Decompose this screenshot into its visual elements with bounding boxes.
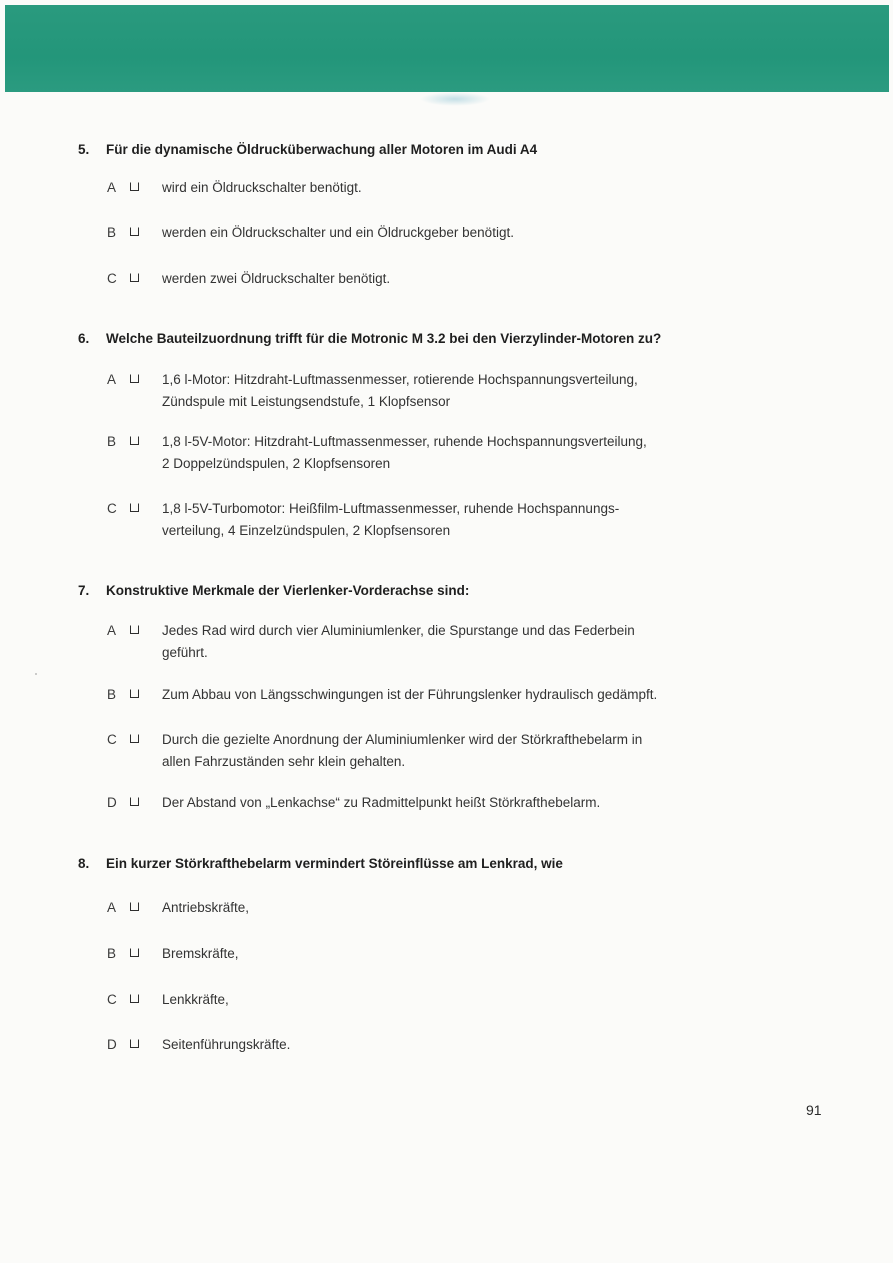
- option-text: Antriebskräfte,: [162, 900, 250, 915]
- page-speck: [35, 673, 37, 675]
- page-number: 91: [806, 1102, 822, 1118]
- option-text-line-1: Durch die gezielte Anordnung der Aluminiumlenker wird der Störkrafthebelarm in: [162, 732, 643, 747]
- option-text-line-2: allen Fahrzuständen sehr klein gehalten.: [162, 754, 406, 769]
- option-text-line-2: Zündspule mit Leistungsendstufe, 1 Klopfsensor: [162, 394, 451, 409]
- checkbox-icon[interactable]: [130, 948, 139, 957]
- banner-shadow: [420, 92, 490, 106]
- option-text: Bremskräfte,: [162, 946, 239, 961]
- option-text-line-1: 1,8 l-5V-Turbomotor: Heißfilm-Luftmassenmesser, ruhende Hochspannungs-: [162, 501, 620, 516]
- checkbox-icon[interactable]: [130, 994, 139, 1003]
- option-text: werden ein Öldruckschalter und ein Öldruckgeber benötigt.: [162, 225, 514, 240]
- option-text: werden zwei Öldruckschalter benötigt.: [162, 271, 391, 286]
- option-letter: B: [107, 687, 117, 702]
- option-text: [162, 620, 802, 664]
- option-text: [162, 369, 802, 413]
- checkbox-icon[interactable]: [130, 1039, 139, 1048]
- option-text: wird ein Öldruckschalter benötigt.: [162, 180, 362, 195]
- checkbox-icon[interactable]: [130, 689, 139, 698]
- option-text-line-1: 1,8 l-5V-Motor: Hitzdraht-Luftmassenmesser, ruhende Hochspannungsverteilung,: [162, 434, 647, 449]
- option-text-line-1: 1,6 l-Motor: Hitzdraht-Luftmassenmesser, rotierende Hochspannungsverteilung,: [162, 372, 638, 387]
- question-text: Ein kurzer Störkrafthebelarm vermindert Störeinflüsse am Lenkrad, wie: [106, 856, 563, 871]
- checkbox-icon[interactable]: [130, 182, 139, 191]
- option-letter: B: [107, 434, 117, 449]
- checkbox-icon[interactable]: [130, 797, 139, 806]
- option-text-line-1: Jedes Rad wird durch vier Aluminiumlenker, die Spurstange und das Federbein: [162, 623, 635, 638]
- question-number: 8.: [78, 856, 90, 871]
- checkbox-icon[interactable]: [130, 436, 139, 445]
- option-letter: A: [107, 180, 117, 195]
- question-number: 7.: [78, 583, 90, 598]
- option-letter: B: [107, 225, 117, 240]
- checkbox-icon[interactable]: [130, 734, 139, 743]
- question-text: Welche Bauteilzuordnung trifft für die Motronic M 3.2 bei den Vierzylinder-Motoren zu?: [106, 331, 662, 346]
- option-text-line-2: 2 Doppelzündspulen, 2 Klopfsensoren: [162, 456, 391, 471]
- question-number: 5.: [78, 142, 90, 157]
- question-text: Für die dynamische Öldrucküberwachung aller Motoren im Audi A4: [106, 142, 538, 157]
- option-text: [162, 498, 802, 542]
- question-heading: [78, 856, 563, 871]
- checkbox-icon[interactable]: [130, 374, 139, 383]
- option-letter: A: [107, 900, 117, 915]
- question-heading: [78, 583, 469, 598]
- option-text-line-2: geführt.: [162, 645, 208, 660]
- option-letter: C: [107, 501, 117, 516]
- option-text: Seitenführungskräfte.: [162, 1037, 291, 1052]
- option-letter: D: [107, 795, 117, 810]
- option-letter: A: [107, 623, 117, 638]
- checkbox-icon[interactable]: [130, 227, 139, 236]
- option-text: [162, 729, 802, 773]
- checkbox-icon[interactable]: [130, 503, 139, 512]
- question-number: 6.: [78, 331, 90, 346]
- checkbox-icon[interactable]: [130, 902, 139, 911]
- option-text-line-2: verteilung, 4 Einzelzündspulen, 2 Klopfsensoren: [162, 523, 451, 538]
- option-text: [162, 431, 802, 475]
- option-letter: C: [107, 992, 117, 1007]
- question-heading: [78, 331, 661, 346]
- option-letter: D: [107, 1037, 117, 1052]
- option-text: Der Abstand von „Lenkachse“ zu Radmittelpunkt heißt Störkrafthebelarm.: [162, 795, 601, 810]
- option-letter: C: [107, 732, 117, 747]
- checkbox-icon[interactable]: [130, 625, 139, 634]
- checkbox-icon[interactable]: [130, 273, 139, 282]
- option-text: Zum Abbau von Längsschwingungen ist der Führungslenker hydraulisch gedämpft.: [162, 687, 658, 702]
- question-heading: [78, 142, 537, 157]
- option-letter: B: [107, 946, 117, 961]
- question-text: Konstruktive Merkmale der Vierlenker-Vorderachse sind:: [106, 583, 470, 598]
- option-letter: A: [107, 372, 117, 387]
- option-letter: C: [107, 271, 117, 286]
- header-banner: [5, 5, 889, 92]
- option-text: Lenkkräfte,: [162, 992, 229, 1007]
